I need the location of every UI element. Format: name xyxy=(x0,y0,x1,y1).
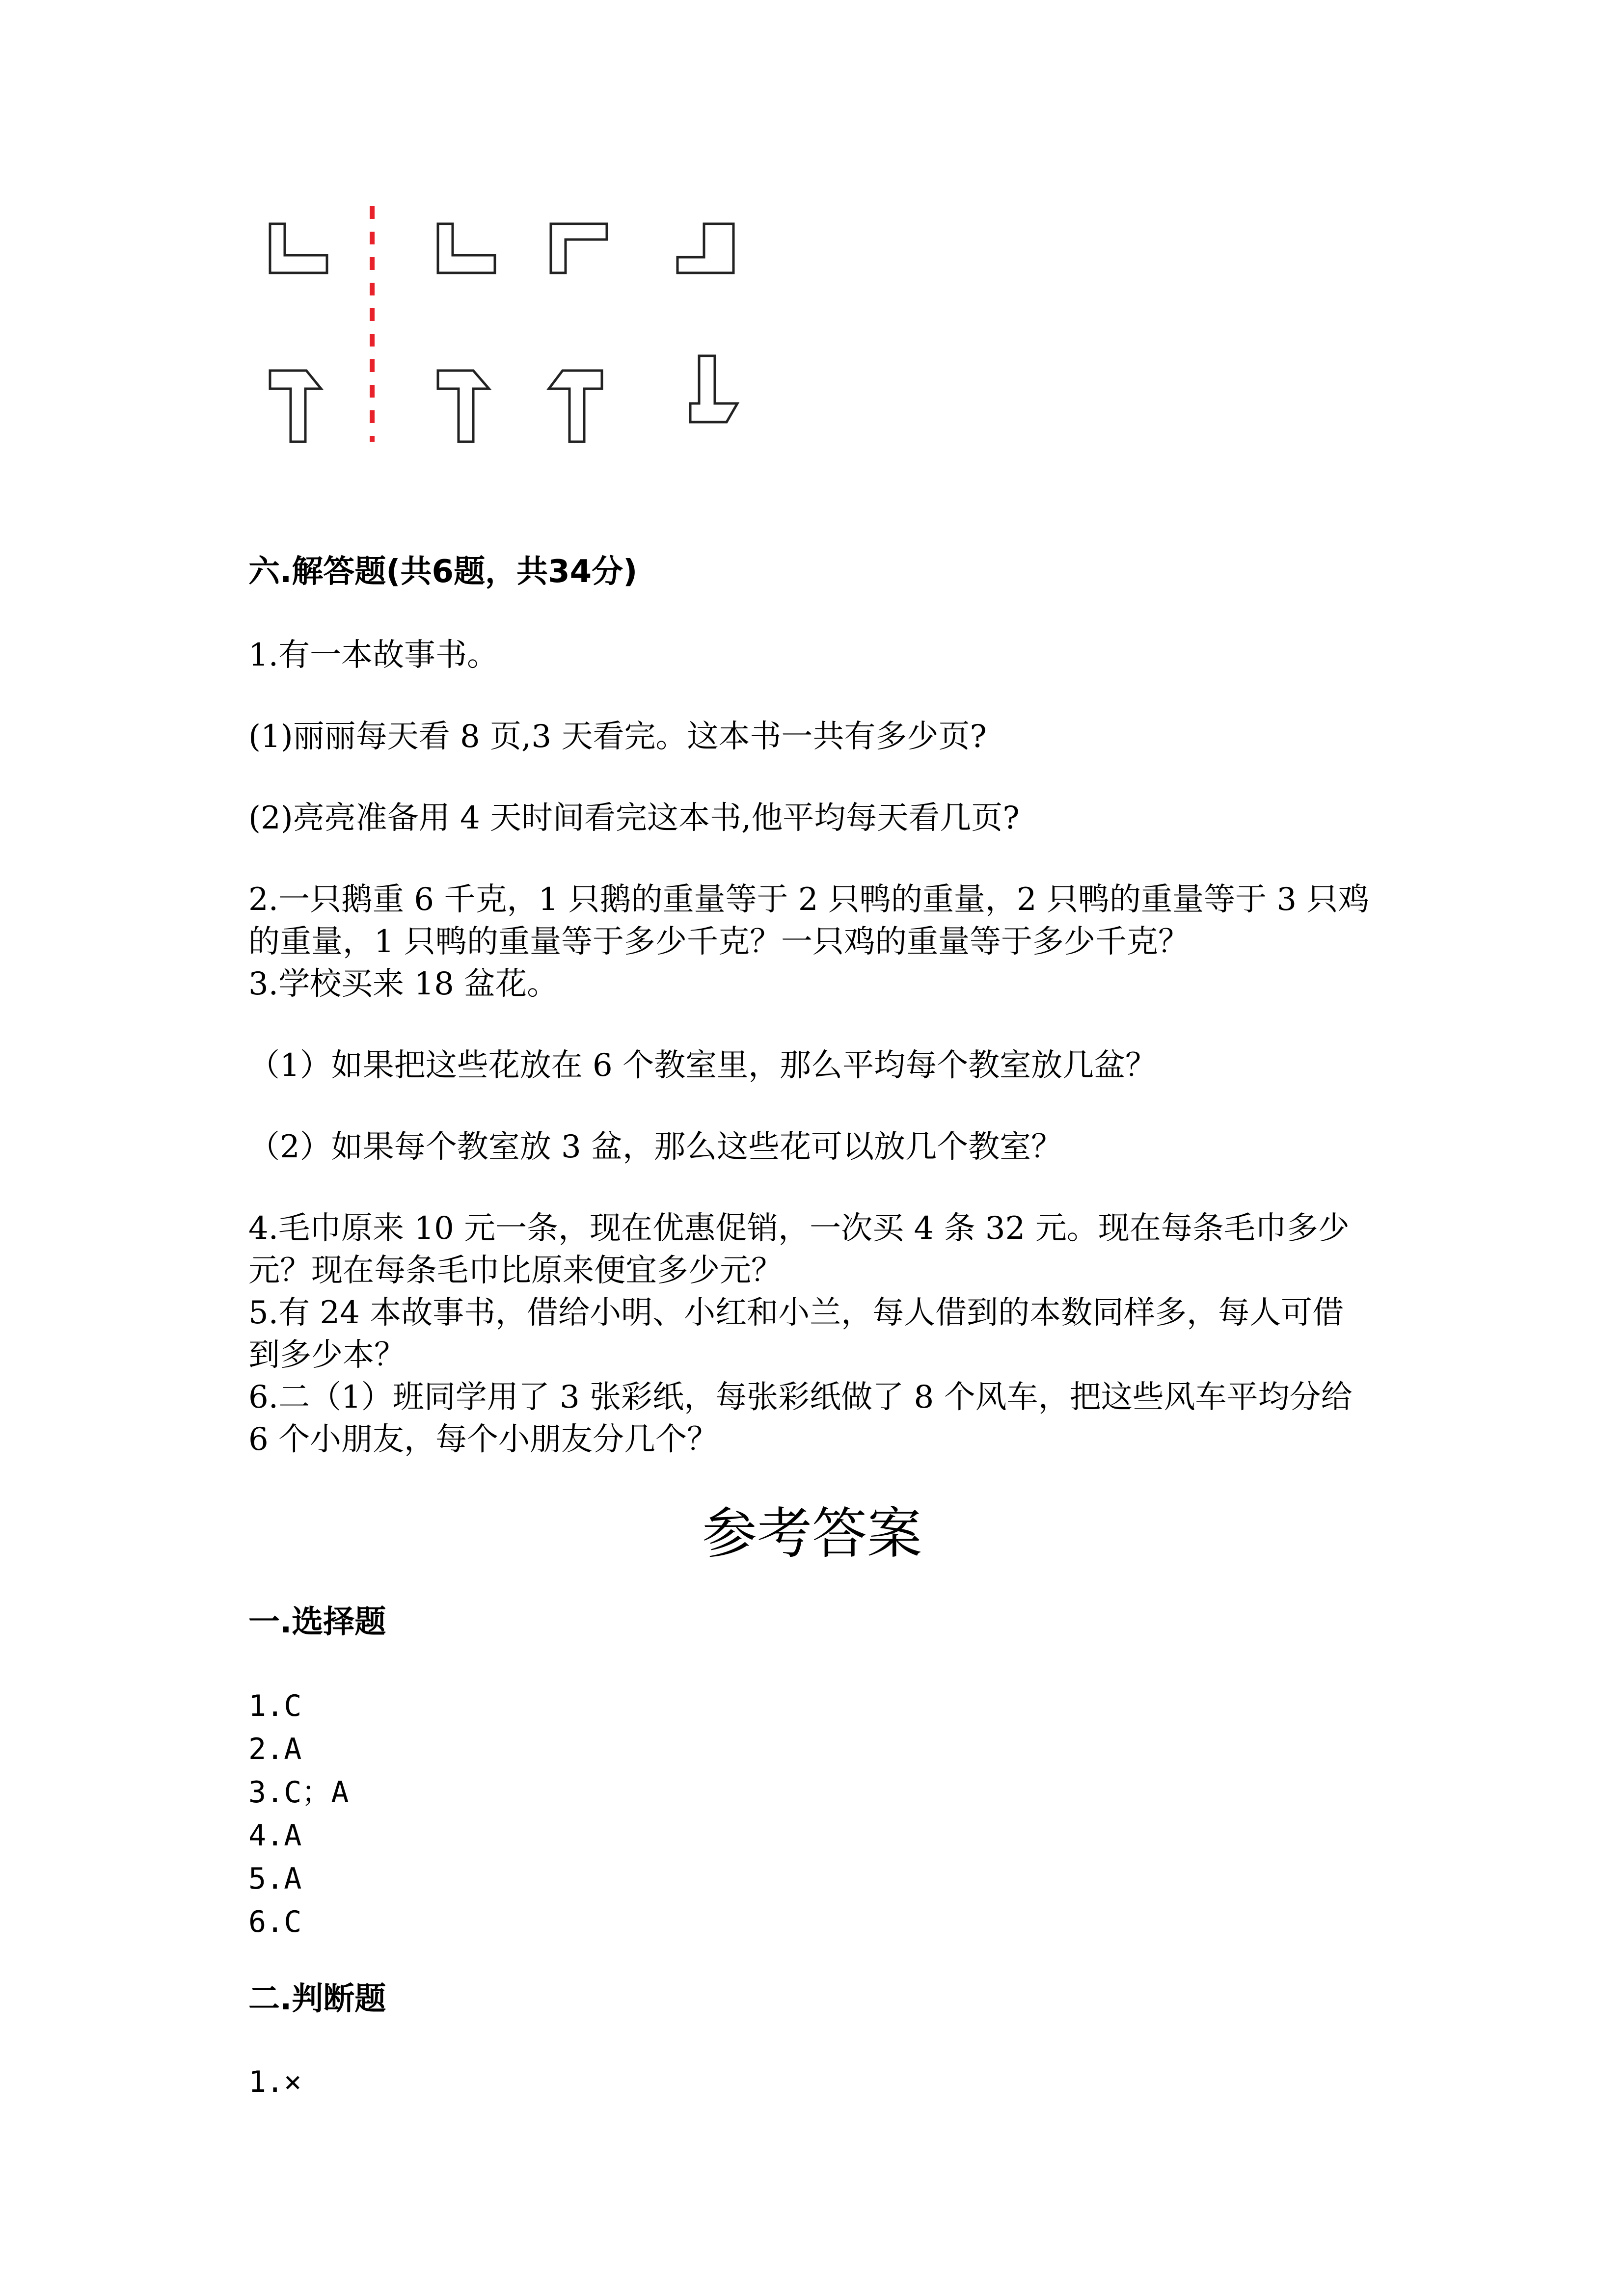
hammer-shape-original xyxy=(270,371,321,442)
judge-answer: 1.× xyxy=(248,2065,302,2099)
question-3-sub1: （1）如果把这些花放在 6 个教室里，那么平均每个教室放几盆？ xyxy=(248,1047,1157,1084)
question-4-line2: 元？现在每条毛巾比原来便宜多少元？ xyxy=(248,1253,783,1289)
section6-title: 六.解答题(共6题，共34分) xyxy=(248,554,638,590)
question-1-sub2: (2)亮亮准备用 4 天时间看完这本书,他平均每天看几页? xyxy=(248,800,1020,836)
choice-answer: 1.C xyxy=(248,1689,302,1723)
choice-section-title: 一.选择题 xyxy=(248,1604,386,1640)
question-1-stem: 1.有一本故事书。 xyxy=(248,637,499,673)
question-6-line2: 6 个小朋友，每个小朋友分几个？ xyxy=(248,1421,719,1458)
l-shape-original xyxy=(270,224,327,273)
question-1-sub1: (1)丽丽每天看 8 页,3 天看完。这本书一共有多少页? xyxy=(248,719,987,755)
question-2-line2: 的重量，1 只鸭的重量等于多少千克？一只鸡的重量等于多少千克？ xyxy=(248,924,1190,960)
choice-answer: 5.A xyxy=(248,1862,302,1896)
question-5-line2: 到多少本？ xyxy=(248,1337,406,1373)
choice-answer: 4.A xyxy=(248,1818,302,1853)
hammer-shape-option-b xyxy=(549,371,602,442)
l-shape-option-c xyxy=(677,224,733,273)
symmetry-figure xyxy=(255,206,795,461)
choice-answer: 6.C xyxy=(248,1905,302,1939)
question-4-line1: 4.毛巾原来 10 元一条，现在优惠促销，一次买 4 条 32 元。现在每条毛巾多少 xyxy=(248,1210,1350,1247)
question-3-sub2: （2）如果每个教室放 3 盆，那么这些花可以放几个教室？ xyxy=(248,1129,1063,1165)
question-6-line1: 6.二（1）班同学用了 3 张彩纸，每张彩纸做了 8 个风车，把这些风车平均分给 xyxy=(248,1379,1353,1415)
question-3-stem: 3.学校买来 18 盆花。 xyxy=(248,966,559,1002)
hammer-shape-option-c xyxy=(690,356,737,422)
l-shape-option-b xyxy=(551,224,607,273)
answers-heading: 参考答案 xyxy=(702,1502,922,1566)
l-shape-option-a xyxy=(438,224,495,273)
choice-answer: 2.A xyxy=(248,1732,302,1766)
hammer-shape-option-a xyxy=(438,371,489,442)
judge-section-title: 二.判断题 xyxy=(248,1981,386,2017)
choice-answer: 3.C；A xyxy=(248,1775,349,1810)
question-5-line1: 5.有 24 本故事书，借给小明、小红和小兰，每人借到的本数同样多，每人可借 xyxy=(248,1295,1344,1331)
question-2-line1: 2.一只鹅重 6 千克，1 只鹅的重量等于 2 只鸭的重量，2 只鸭的重量等于 3 只鸡 xyxy=(248,881,1370,918)
